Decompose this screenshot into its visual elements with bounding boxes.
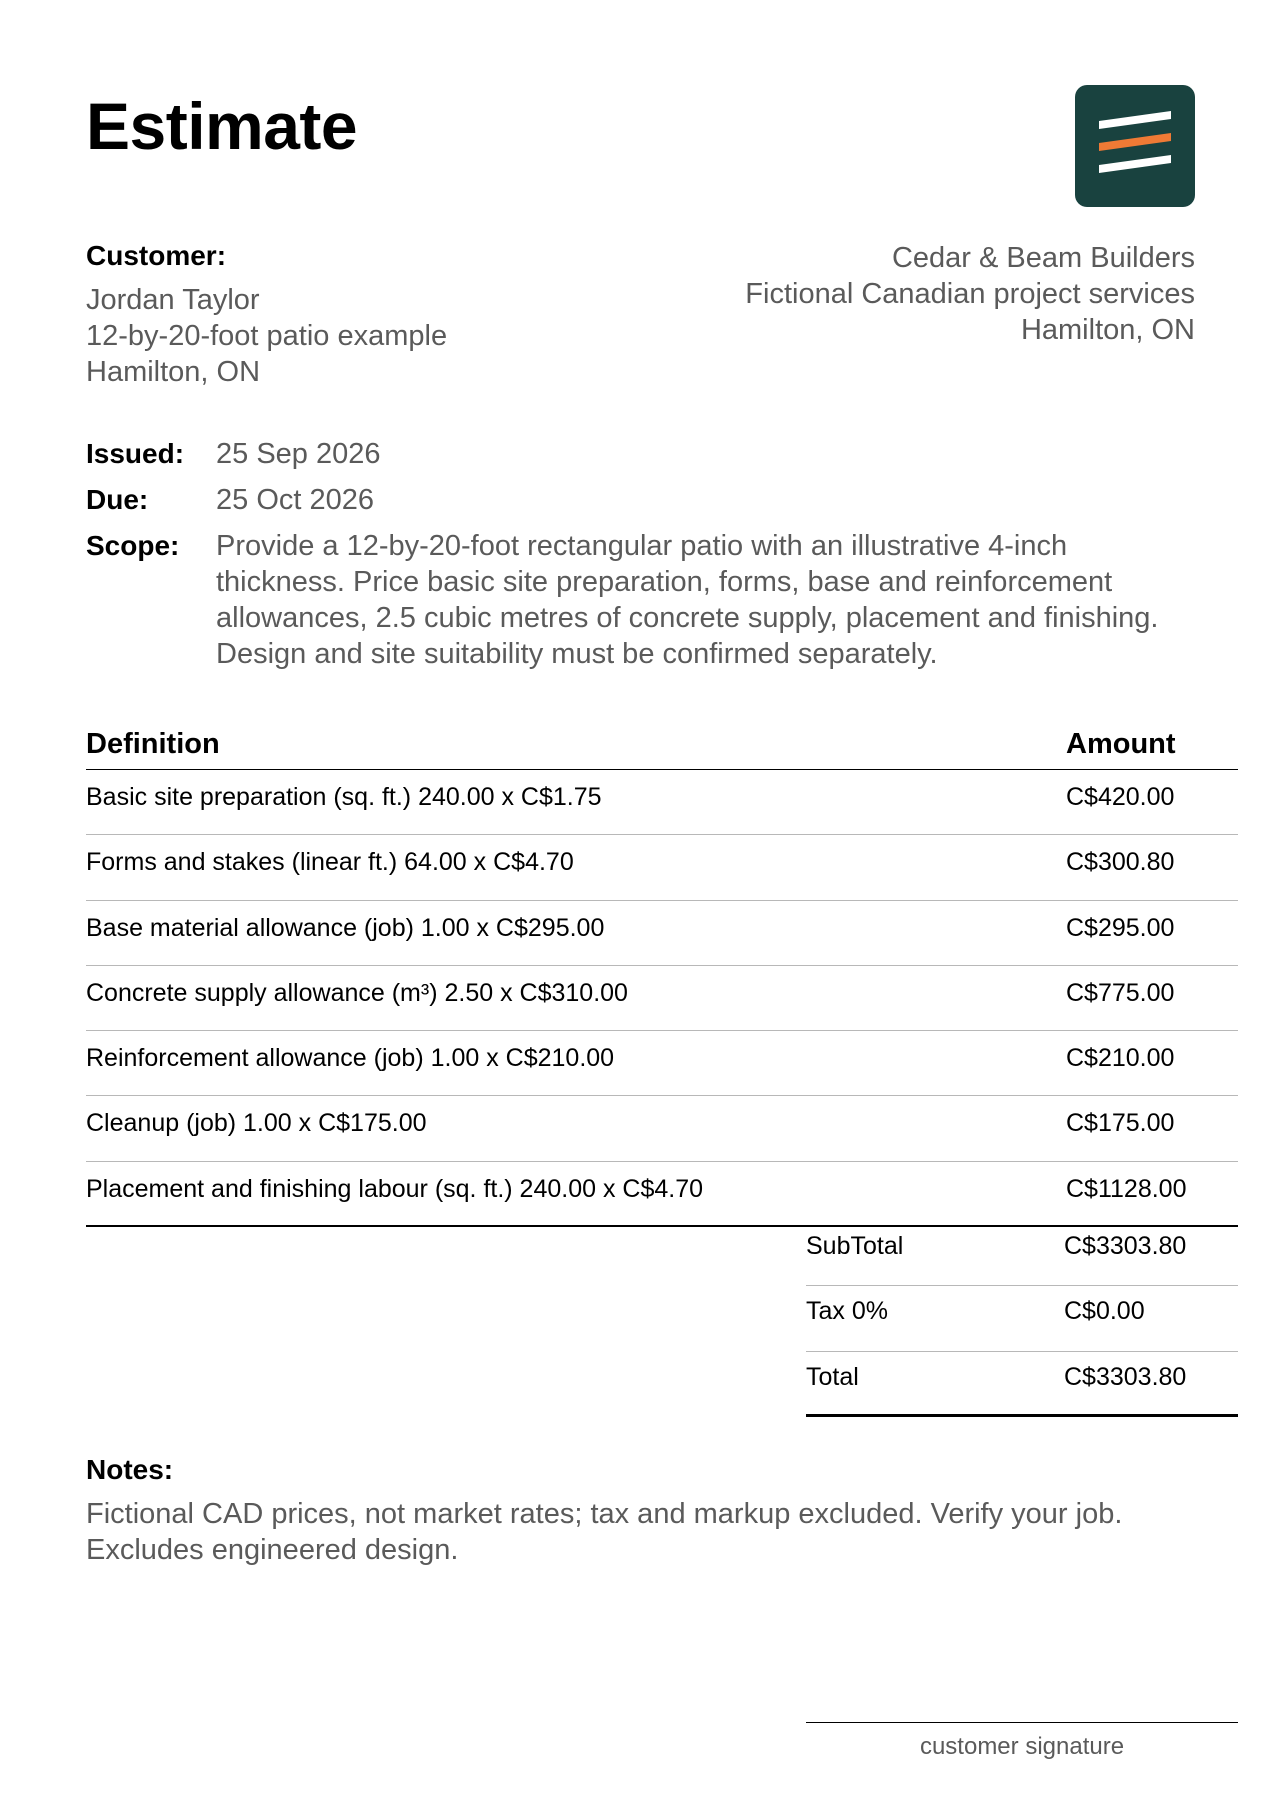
item-amount: C$175.00 (1066, 1109, 1175, 1138)
notes-label: Notes: (86, 1454, 174, 1485)
company-location: Hamilton, ON (1020, 314, 1195, 346)
tax-label: Tax 0% (806, 1297, 888, 1326)
due-date: 25 Oct 2026 (216, 484, 374, 516)
customer-block (86, 240, 447, 390)
issued-date: 25 Sep 2026 (216, 438, 381, 470)
company-logo-icon (1075, 85, 1195, 207)
table-header (86, 724, 1238, 770)
item-amount: C$775.00 (1066, 978, 1175, 1007)
subtotal-label: SubTotal (806, 1232, 904, 1260)
item-amount: C$295.00 (1066, 913, 1175, 942)
notes-text: Fictional CAD prices, not market rates; tax and markup excluded. Verify your job. Excludes engineered design. (86, 1498, 1123, 1566)
due-row (86, 482, 1196, 518)
company-name: Cedar & Beam Builders (891, 242, 1195, 274)
item-description: Reinforcement allowance (job) 1.00 x C$210.00 (86, 1044, 615, 1073)
issued-row (86, 436, 1196, 472)
totals-block (806, 1221, 1238, 1417)
estimate-meta (86, 436, 1196, 672)
item-amount: C$300.80 (1066, 848, 1175, 877)
scope-label: Scope: (86, 530, 180, 561)
item-amount: C$210.00 (1066, 1044, 1175, 1073)
table-row (86, 835, 1238, 900)
table-row (86, 1096, 1238, 1161)
table-row (86, 1162, 1238, 1227)
customer-name: Jordan Taylor (86, 284, 260, 316)
item-amount: C$1128.00 (1066, 1174, 1187, 1203)
definition-column-header: Definition (86, 728, 220, 760)
signature-label: customer signature (919, 1733, 1125, 1760)
line-items-table (86, 724, 1238, 1227)
customer-project: 12-by-20-foot patio example (86, 320, 448, 352)
item-description: Cleanup (job) 1.00 x C$175.00 (86, 1109, 427, 1138)
company-tagline: Fictional Canadian project services (745, 278, 1195, 310)
table-row (86, 901, 1238, 966)
signature-line (806, 1722, 1238, 1761)
table-row (86, 1031, 1238, 1096)
total-row (806, 1352, 1238, 1417)
due-label: Due: (86, 484, 149, 515)
page-title: Estimate (86, 89, 358, 163)
customer-label: Customer: (86, 240, 227, 271)
company-block (745, 240, 1195, 348)
customer-location: Hamilton, ON (86, 356, 261, 388)
total-value: C$3303.80 (1064, 1362, 1187, 1391)
item-description: Forms and stakes (linear ft.) 64.00 x C$4.70 (86, 848, 574, 877)
notes-section (86, 1452, 1236, 1568)
table-row (86, 770, 1238, 835)
scope-row (86, 528, 1196, 672)
item-description: Basic site preparation (sq. ft.) 240.00 x C$1.75 (86, 783, 602, 811)
item-description: Base material allowance (job) 1.00 x C$295.00 (86, 913, 605, 942)
issued-label: Issued: (86, 438, 185, 469)
item-description: Concrete supply allowance (m³) 2.50 x C$310.00 (86, 978, 628, 1007)
item-description: Placement and finishing labour (sq. ft.) 240.00 x C$4.70 (86, 1174, 704, 1203)
table-row (86, 966, 1238, 1031)
scope-text: Provide a 12-by-20-foot rectangular patio with an illustrative 4-inch thickness. Price basic site preparation, forms, base and reinforcement allowances, 2.5 cubic metres of concrete supply, placement and finishing. Design and site suitability must be confirmed separately. (216, 530, 1159, 670)
tax-value: C$0.00 (1064, 1297, 1145, 1326)
subtotal-row (806, 1221, 1238, 1286)
item-amount: C$420.00 (1066, 783, 1175, 811)
amount-column-header: Amount (1066, 728, 1176, 760)
total-label: Total (806, 1362, 859, 1391)
tax-row (806, 1286, 1238, 1351)
subtotal-value: C$3303.80 (1064, 1232, 1187, 1260)
